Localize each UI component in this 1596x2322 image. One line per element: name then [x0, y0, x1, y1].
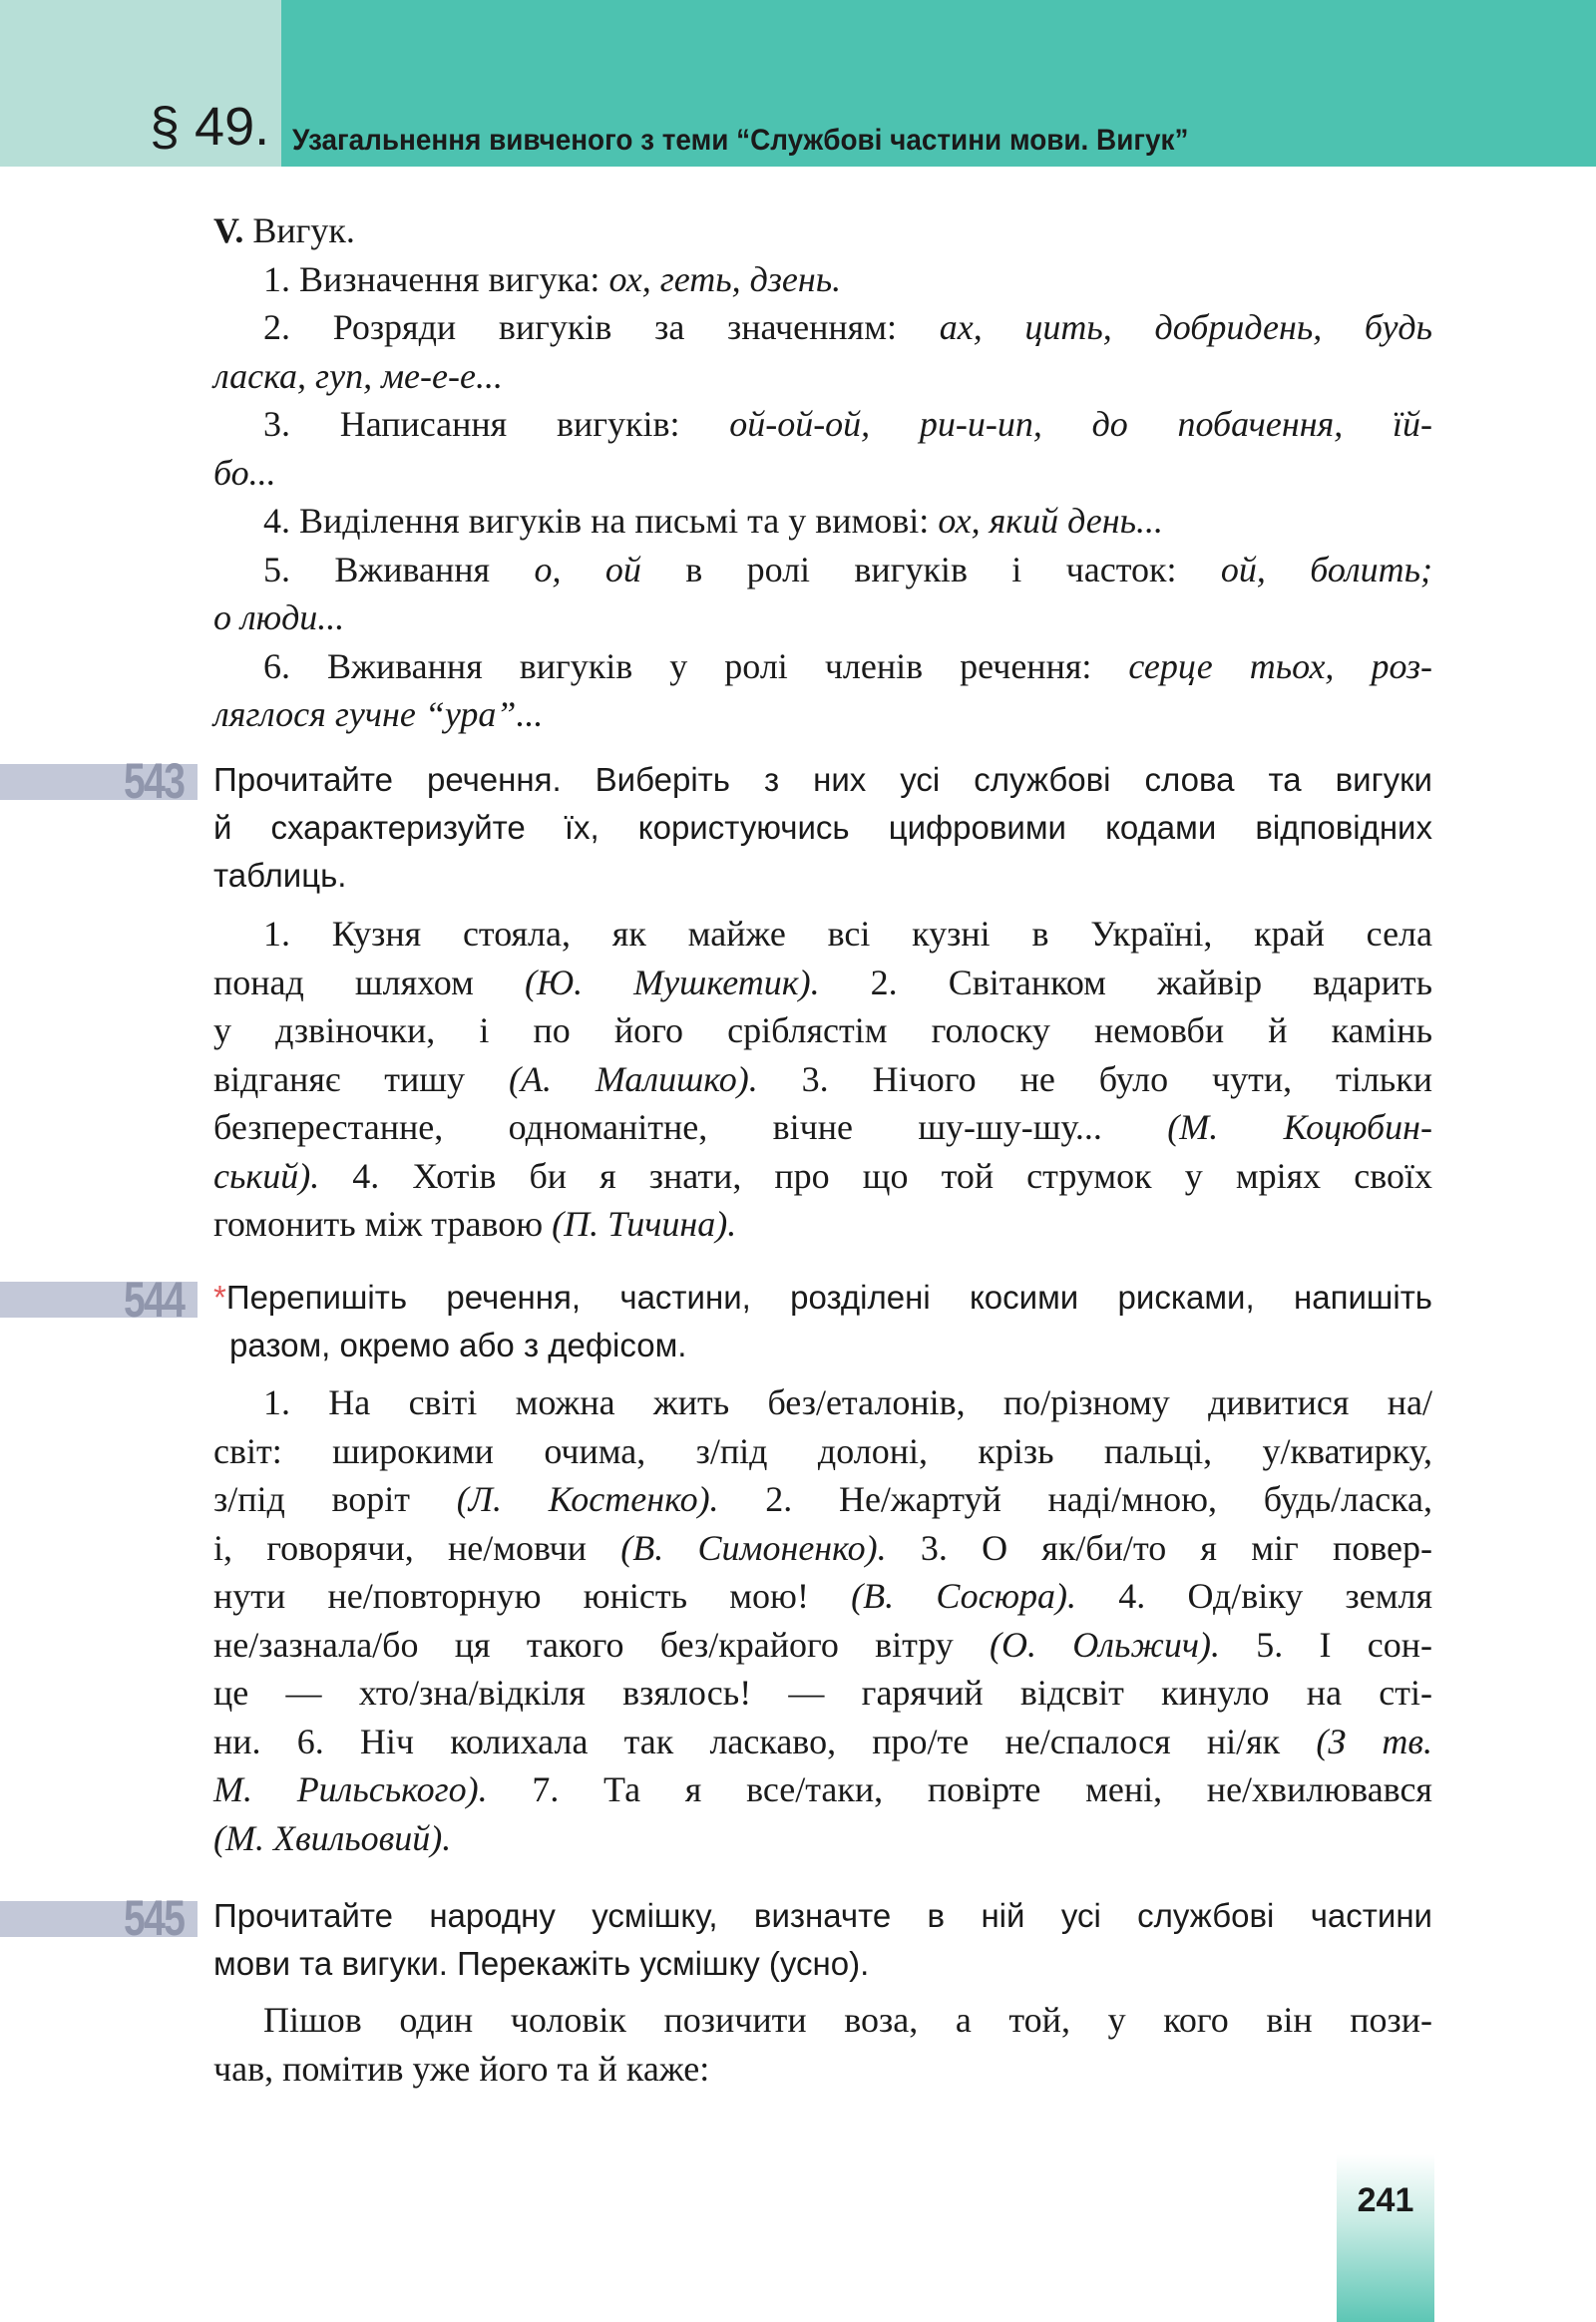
part-v-heading: V. Вигук. [213, 210, 355, 250]
list-item-continued: ляглося гучне “ура”... [213, 694, 544, 734]
list-item-continued: ласка, гуп, ме-е-е... [213, 355, 503, 396]
list-item-continued: бо... [213, 452, 276, 493]
list-item: 5. Вживання о, ой в ролі вигуків і часток: ой, болить; [263, 549, 1433, 589]
task-543-sentences: 1. Кузня стояла, як майже всі кузні в Україні, край села понад шляхом (Ю. Мушкетик). 2. Світанком жайвір вдарить у дзвіночки, і по його сріблястім голоску немовби й камінь відганяє тишу (А. Малишко). 3. Нічого не було чути, тільки безперестанне, одноманітне, вічне шу-шу-шу... (М. Коцюбин- ський). 4. Хотів би я знати, про що той струмок у мріях своїх гомонить між травою (П. Тичина). [213, 914, 1432, 1244]
page-title: Узагальнення вивченого з теми “Службові частини мови. Вигук” [292, 124, 1189, 157]
task-545-number: 545 [124, 1890, 185, 1946]
task-543-instruction: Прочитайте речення. Виберіть з них усі службові слова та вигуки й схарактеризуйте їх, користуючись цифровими кодами відповідних таблиць. [213, 761, 1432, 894]
page-number-tab [1337, 2154, 1434, 2322]
asterisk-icon: * [213, 1279, 226, 1316]
task-544-number: 544 [124, 1272, 185, 1328]
part-v-block [213, 206, 1432, 739]
list-item: 4. Виділення вигуків на письмі та у вимові: ох, який день... [263, 501, 1164, 541]
list-item: 1. Визначення вигука: ох, геть, дзень. [263, 258, 842, 299]
task-543-number: 543 [124, 753, 185, 809]
list-item: 2. Розряди вигуків за значенням: ах, цить, добридень, будь [263, 307, 1433, 347]
list-item-continued: о люди... [213, 597, 345, 637]
list-item: 3. Написання вигуків: ой-ой-ой, ри-и-ип, до побачення, їй- [263, 404, 1432, 444]
list-item: 6. Вживання вигуків у ролі членів речення: серце тьох, роз- [263, 645, 1433, 686]
task-544-sentences: 1. На світі можна жить без/еталонів, по/різному дивитися на/ світ: широкими очима, з/під долоні, крізь пальці, у/кватирку, з/під воріт (Л. Костенко). 2. Не/жартуй наді/мною, будь/ласка, і, говорячи, не/мовчи (В. Симоненко). 3. О як/би/то я міг повер- нути не/повторную юність мою! (В. Сосюра). 4. Од/віку земля не/зазнала/бо ця такого без/крайого вітру (О. Ольжич). 5. І сон- це — хто/зна/відкіля взялось! — гарячий відсвіт кинуло на сті- ни. 6. Ніч колихала так ласкаво, про/те не/спалося ні/як (З тв. М. Рильського). 7. Та я все/таки, повірте мені, не/хвилювався (М. Хвильовий). [213, 1382, 1433, 1858]
task-545-text: Пішов один чоловік позичити воза, а той, у кого він пози- чав, помітив уже його та й каже: [213, 2000, 1432, 2089]
page-number: 241 [1357, 2181, 1414, 2219]
task-545-instruction: Прочитайте народну усмішку, визначте в ній усі службові частини мови та вигуки. Перекажіть усмішку (усно). [213, 1897, 1432, 1982]
task-544-instruction: *Перепишіть речення, частини, розділені косими рисками, напишіть разом, окремо або з дефісом. [213, 1279, 1432, 1363]
section-number: § 49. [150, 97, 270, 157]
